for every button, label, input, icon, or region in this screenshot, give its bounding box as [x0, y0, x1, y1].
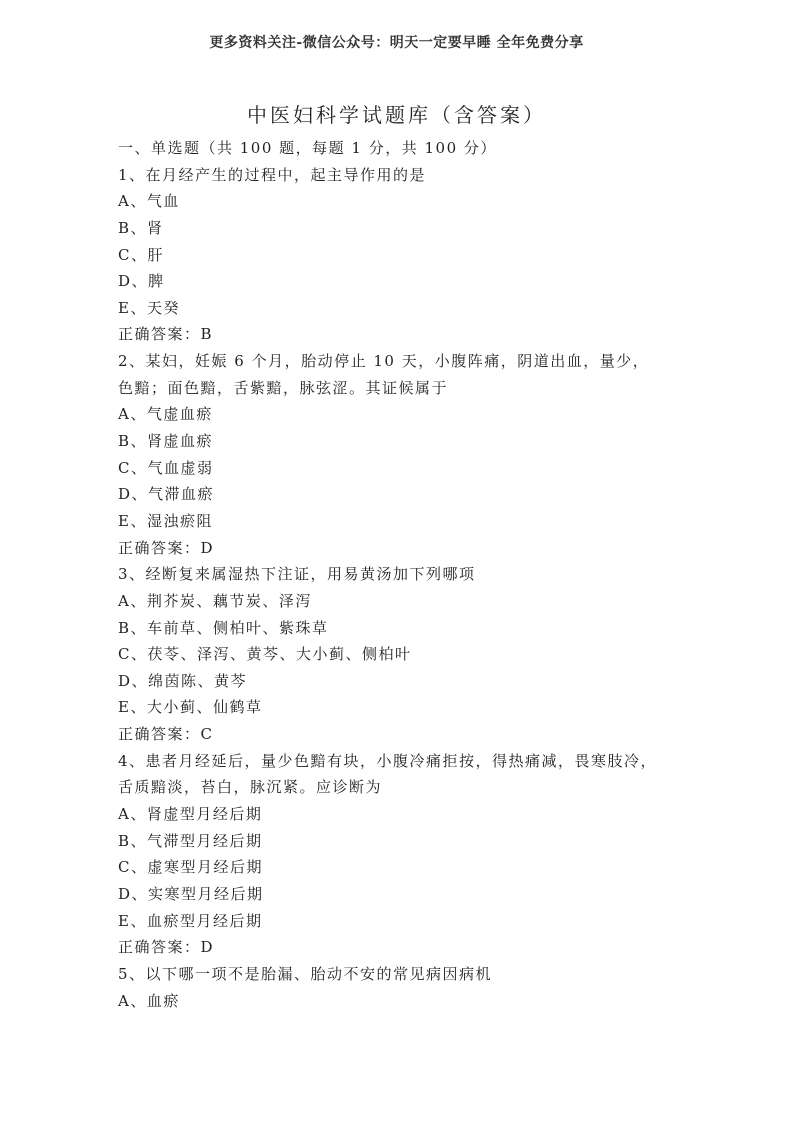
answer-option: E、血瘀型月经后期 — [118, 911, 263, 930]
answer-option: D、气滞血瘀 — [118, 485, 215, 504]
question-text: 1、在月经产生的过程中，起主导作用的是 — [118, 165, 427, 184]
correct-answer: 正确答案：D — [118, 538, 215, 557]
answer-option: A、气血 — [118, 192, 180, 211]
answer-option: D、实寒型月经后期 — [118, 884, 264, 903]
question-text: 色黯；面色黯，舌紫黯，脉弦涩。其证候属于 — [118, 378, 449, 397]
question-text: 4、患者月经延后，量少色黯有块，小腹冷痛拒按，得热痛减，畏寒肢冷， — [118, 751, 658, 770]
question-text: 5、以下哪一项不是胎漏、胎动不安的常见病因病机 — [118, 964, 493, 983]
answer-option: B、车前草、侧柏叶、紫珠草 — [118, 618, 329, 637]
answer-option: C、气血虚弱 — [118, 458, 214, 477]
answer-option: E、湿浊瘀阻 — [118, 511, 213, 530]
answer-option: B、气滞型月经后期 — [118, 831, 263, 850]
page-title: 中医妇科学试题库（含答案） — [247, 103, 546, 127]
answer-option: A、气虚血瘀 — [118, 405, 213, 424]
correct-answer: 正确答案：C — [118, 725, 214, 744]
answer-option: B、肾虚血瘀 — [118, 432, 214, 451]
header-note: 更多资料关注-微信公众号：明天一定要早睡 全年免费分享 — [209, 35, 584, 51]
answer-option: D、绵茵陈、黄芩 — [118, 671, 248, 690]
question-text: 3、经断复来属湿热下注证，用易黄汤加下列哪项 — [118, 565, 476, 584]
answer-option: B、肾 — [118, 218, 164, 237]
answer-option: E、大小蓟、仙鹤草 — [118, 698, 263, 717]
answer-option: D、脾 — [118, 272, 165, 291]
section-heading: 一、单选题（共 100 题，每题 1 分，共 100 分） — [118, 139, 497, 157]
answer-option: C、茯苓、泽泻、黄芩、大小蓟、侧柏叶 — [118, 645, 412, 664]
document-body — [118, 135, 698, 1014]
answer-option: E、天癸 — [118, 298, 180, 317]
answer-option: A、肾虚型月经后期 — [118, 805, 263, 824]
question-text: 2、某妇，妊娠 6 个月，胎动停止 10 天，小腹阵痛，阴道出血，量少， — [118, 352, 650, 371]
correct-answer: 正确答案：B — [118, 325, 214, 344]
correct-answer: 正确答案：D — [118, 938, 215, 957]
answer-option: C、虚寒型月经后期 — [118, 858, 263, 877]
question-text: 舌质黯淡，苔白，脉沉紧。应诊断为 — [118, 778, 383, 797]
answer-option: A、血瘀 — [118, 991, 180, 1010]
answer-option: A、荆芥炭、藕节炭、泽泻 — [118, 591, 312, 610]
answer-option: C、肝 — [118, 245, 164, 264]
